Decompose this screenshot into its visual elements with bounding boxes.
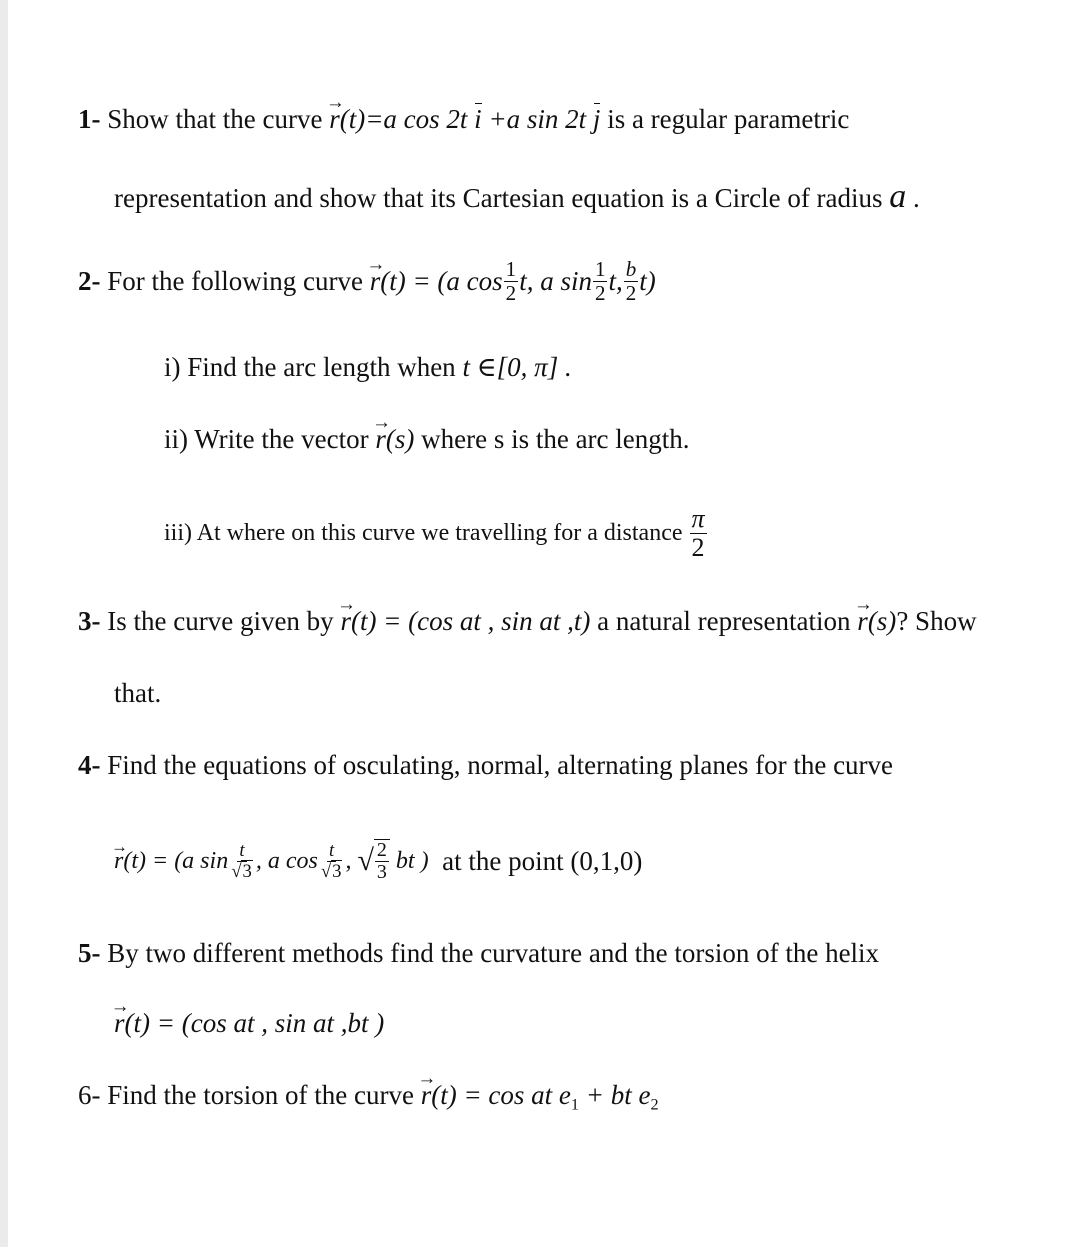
problem-1-line-1 [78, 106, 849, 133]
unit-vector-j: j [592, 104, 601, 134]
problem-2-number: 2- [78, 265, 101, 296]
fraction: $\frac{t}{√3}$ [231, 839, 252, 882]
problem-5-formula: → r(t) = (cos at , sin at ,bt ) [114, 1010, 384, 1037]
problem-1-text-end: is a regular parametric [607, 104, 850, 134]
problem-1-formula: → r(t)=a cos 2t i +a sin 2t j [329, 104, 600, 134]
problem-4-line-1: 4- Find the equations of osculating, normal, alternating planes for the curve [78, 750, 894, 780]
problem-2-formula: → r (t) = (a cos $\frac{1}{2}$ t, a sin $\frac{1}{2}$ t, $\frac{b}{2}$ t) [370, 258, 656, 303]
radius-symbol: a [889, 178, 907, 215]
problem-6-number: 6- [78, 1080, 101, 1110]
fraction-sqrt: $\frac{2}{3}$ [376, 839, 387, 883]
fraction: $\frac{t}{√3}$ [320, 839, 342, 882]
problem-1-line-2: representation and show that its Cartesian equation is a Circle of radius a . [114, 178, 920, 215]
problem-5-number: 5- [78, 938, 101, 968]
vector-r: → r [329, 106, 340, 133]
problem-2-line-1 [78, 250, 656, 312]
problem-4-number: 4- [78, 750, 101, 780]
problem-2-text: For the following curve [107, 265, 363, 296]
problem-2-part-i: i) Find the arc length when t ∈[0, π] . [164, 352, 572, 382]
problem-2-part-ii: ii) Write the vector → r(s) where s is the arc length. [164, 426, 690, 453]
fraction-pi-over-2: $\frac{\pi}{2}$ [691, 504, 705, 562]
page-edge [0, 0, 8, 1247]
problem-5-line-1: 5- By two different methods find the curvature and the torsion of the helix [78, 938, 880, 968]
problem-2-part-iii: iii) At where on this curve we travelling for a distance $\frac{\pi}{2}$ [164, 504, 705, 562]
problem-4-formula: → r (t) = (a sin $\frac{t}{√3}$ , a cos $\frac{t}{√3}$ , √ $\frac{2}{3}$ bt ) at the point (0,1,0) [114, 826, 642, 896]
problem-3-line-1: 3- Is the curve given by → r(t) = (cos at , sin at ,t) a natural representation → r(s)? Show [78, 608, 977, 635]
fraction: $\frac{1}{2}$ [594, 257, 606, 305]
fraction: $\frac{1}{2}$ [505, 257, 517, 305]
problem-1-text: Show that the curve [107, 104, 323, 134]
problem-3-number: 3- [78, 606, 101, 636]
problem-6-line-1: 6- Find the torsion of the curve → r(t) = cos at $e_1$ + bt $e_2$ [78, 1082, 659, 1113]
fraction: $\frac{b}{2}$ [625, 257, 637, 305]
point-coordinates: (0,1,0) [570, 845, 643, 876]
problem-3-line-2: that. [114, 678, 162, 708]
unit-vector-i: i [474, 104, 482, 134]
problem-1-number: 1- [78, 104, 101, 134]
